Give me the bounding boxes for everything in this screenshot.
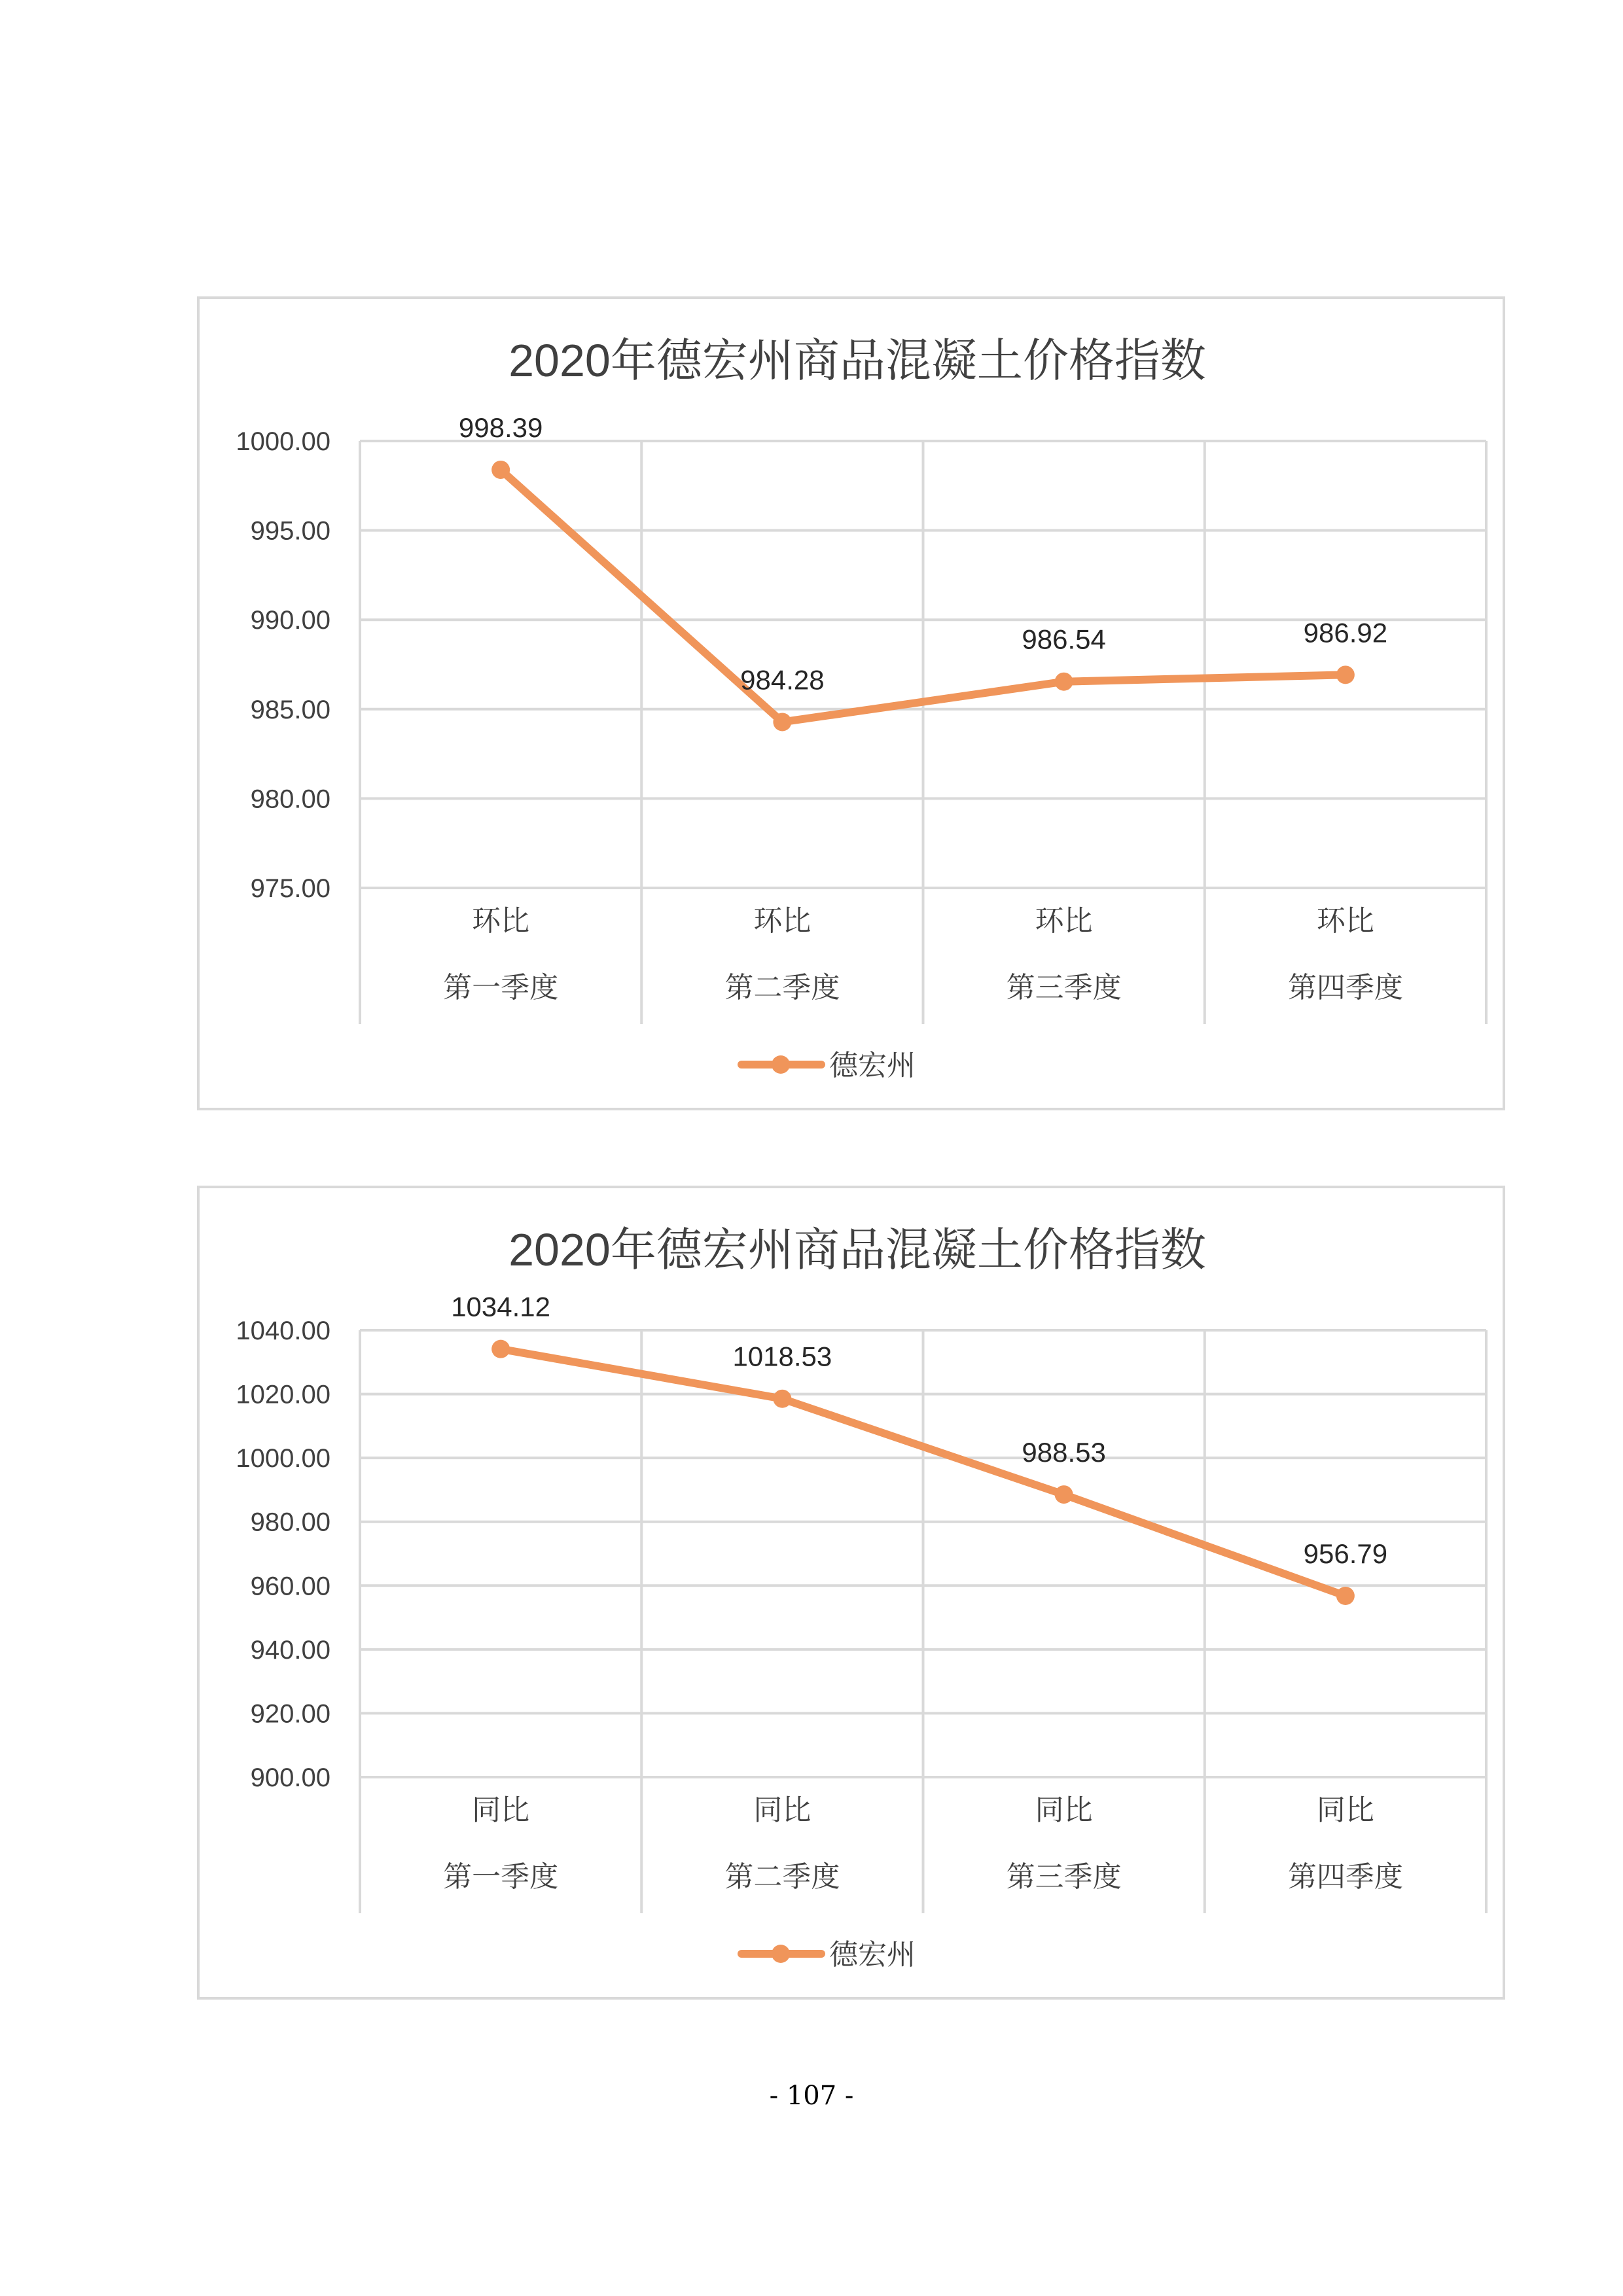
data-point bbox=[1055, 1485, 1073, 1504]
data-point bbox=[1055, 673, 1073, 691]
data-point bbox=[491, 461, 510, 479]
y-tick-label: 995.00 bbox=[250, 516, 330, 546]
y-tick-label: 975.00 bbox=[250, 874, 330, 903]
x-category-label-top: 环比 bbox=[472, 905, 530, 937]
x-category-label-bottom: 第二季度 bbox=[724, 972, 840, 1004]
y-tick-label: 940.00 bbox=[250, 1635, 330, 1665]
data-label: 998.39 bbox=[458, 412, 543, 443]
data-label: 986.92 bbox=[1303, 617, 1388, 648]
y-tick-label: 990.00 bbox=[250, 606, 330, 635]
y-tick-label: 980.00 bbox=[250, 785, 330, 814]
data-point bbox=[1336, 1587, 1355, 1605]
chart-yoy-svg bbox=[200, 1188, 1508, 2002]
x-category-label-bottom: 第三季度 bbox=[1006, 1861, 1122, 1893]
chart-title: 2020年德宏州商品混凝土价格指数 bbox=[508, 335, 1206, 386]
y-tick-label: 985.00 bbox=[250, 695, 330, 724]
x-category-label-bottom: 第三季度 bbox=[1006, 972, 1122, 1004]
chart-qoq-svg bbox=[200, 299, 1508, 1113]
legend-label: 德宏州 bbox=[829, 1939, 916, 1971]
x-category-label-bottom: 第一季度 bbox=[443, 972, 559, 1004]
chart-title: 2020年德宏州商品混凝土价格指数 bbox=[508, 1224, 1206, 1275]
legend-marker-icon bbox=[772, 1055, 790, 1074]
y-tick-label: 1000.00 bbox=[236, 427, 330, 456]
y-tick-label: 960.00 bbox=[250, 1572, 330, 1601]
data-label: 1034.12 bbox=[451, 1291, 551, 1322]
x-category-label-top: 同比 bbox=[753, 1794, 812, 1826]
x-category-label-top: 同比 bbox=[1316, 1794, 1374, 1826]
data-point bbox=[1336, 665, 1355, 684]
x-category-label-bottom: 第一季度 bbox=[443, 1861, 559, 1893]
data-point bbox=[491, 1340, 510, 1358]
data-label: 984.28 bbox=[740, 664, 825, 696]
x-category-label-top: 环比 bbox=[1035, 905, 1093, 937]
page-number: - 107 - bbox=[769, 2081, 854, 2111]
x-category-label-top: 环比 bbox=[753, 905, 812, 937]
data-label: 1018.53 bbox=[732, 1341, 832, 1372]
x-category-label-top: 同比 bbox=[472, 1794, 530, 1826]
chart-qoq bbox=[197, 296, 1505, 1110]
data-point bbox=[773, 713, 791, 731]
x-category-label-top: 环比 bbox=[1316, 905, 1374, 937]
y-tick-label: 1040.00 bbox=[236, 1316, 330, 1345]
data-label: 988.53 bbox=[1022, 1437, 1106, 1468]
y-tick-label: 980.00 bbox=[250, 1508, 330, 1537]
x-category-label-bottom: 第二季度 bbox=[724, 1861, 840, 1893]
x-category-label-bottom: 第四季度 bbox=[1287, 1861, 1403, 1893]
y-tick-label: 1000.00 bbox=[236, 1444, 330, 1474]
data-label: 956.79 bbox=[1303, 1538, 1388, 1569]
y-tick-label: 920.00 bbox=[250, 1699, 330, 1729]
legend-label: 德宏州 bbox=[829, 1050, 916, 1082]
data-label: 986.54 bbox=[1022, 624, 1106, 655]
y-tick-label: 1020.00 bbox=[236, 1380, 330, 1409]
x-category-label-top: 同比 bbox=[1035, 1794, 1093, 1826]
y-tick-label: 900.00 bbox=[250, 1763, 330, 1792]
data-point bbox=[773, 1390, 791, 1408]
x-category-label-bottom: 第四季度 bbox=[1287, 972, 1403, 1004]
chart-yoy bbox=[197, 1186, 1505, 2000]
legend-marker-icon bbox=[772, 1945, 790, 1963]
